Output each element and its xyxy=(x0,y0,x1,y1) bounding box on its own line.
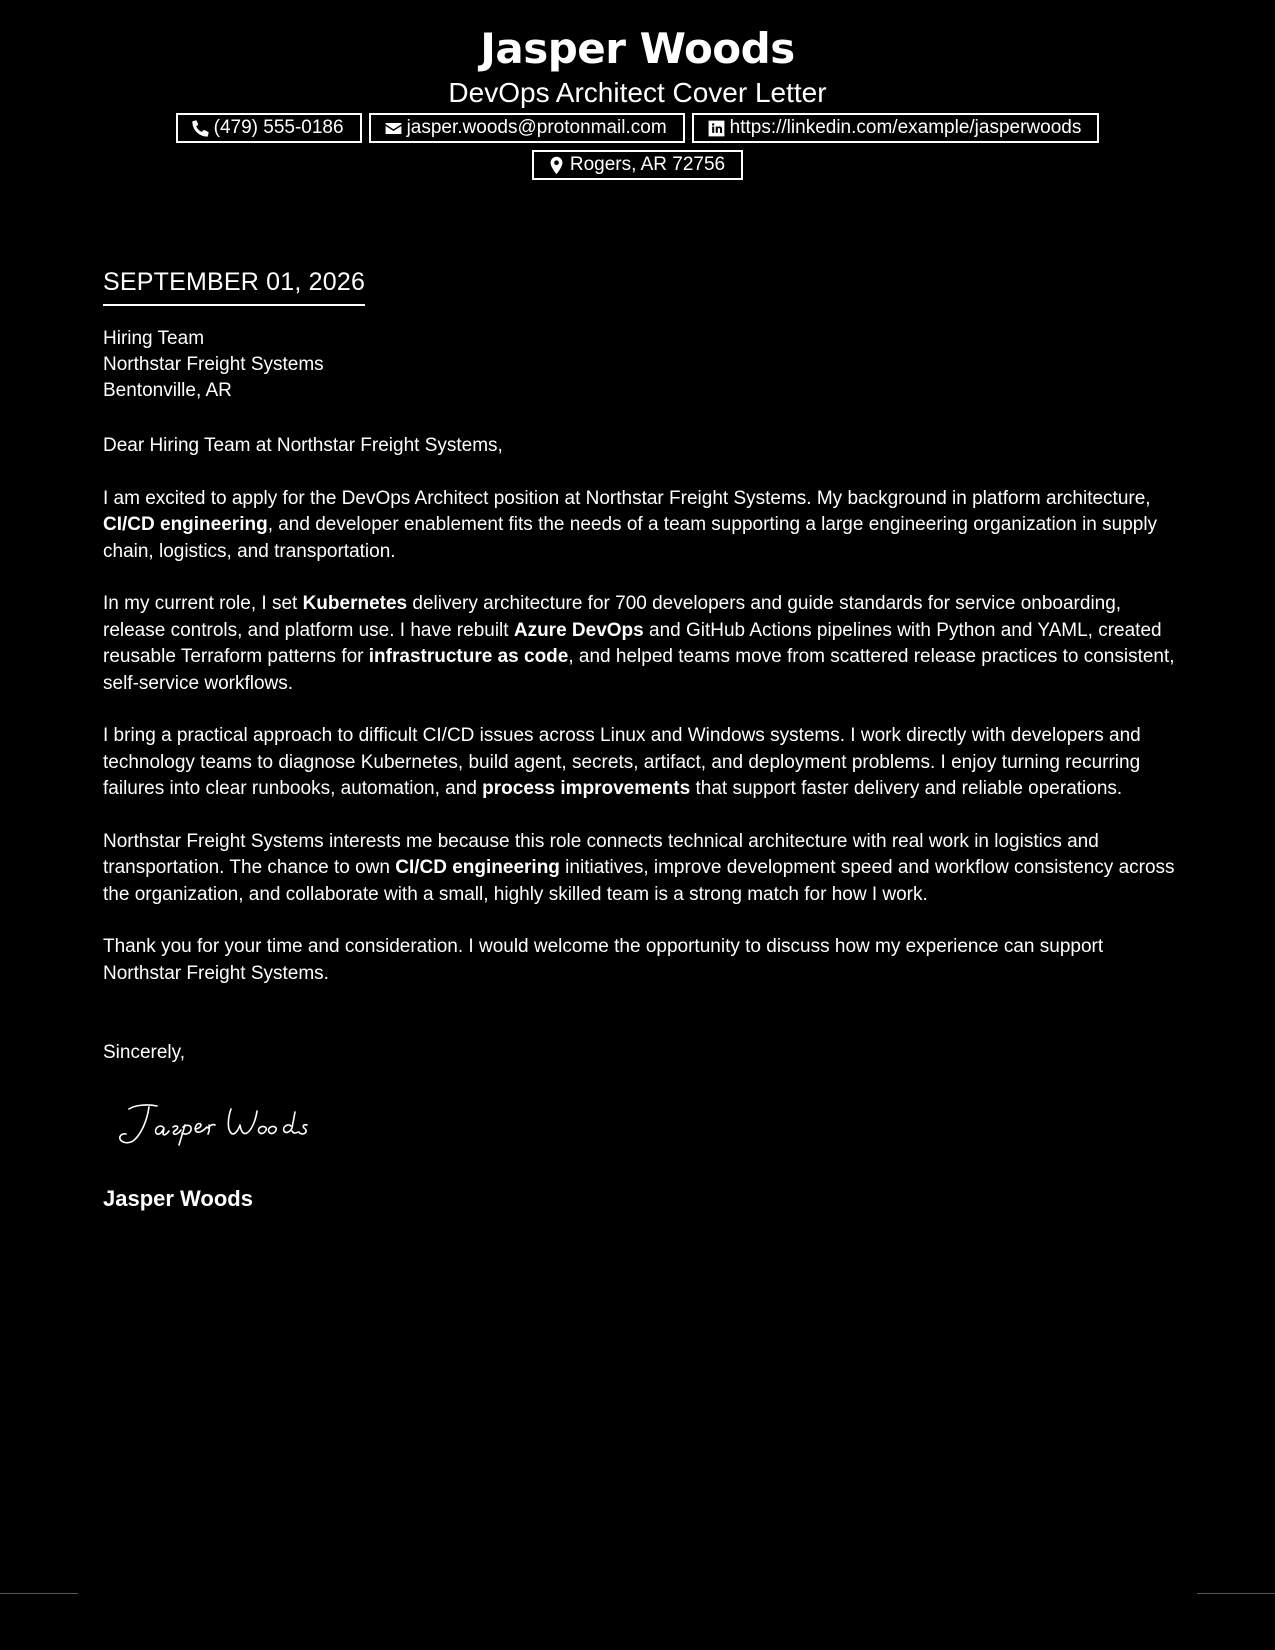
recipient-block xyxy=(103,326,324,404)
signer-name: Jasper Woods xyxy=(103,1186,253,1211)
closing: Sincerely, xyxy=(103,1042,186,1063)
linkedin-chip[interactable] xyxy=(692,113,1100,143)
highlight: infrastructure as code xyxy=(368,646,569,667)
location-text: Rogers, AR 72756 xyxy=(569,154,726,175)
highlight: CI/CD engineering xyxy=(395,857,560,878)
highlight: Azure DevOps xyxy=(513,619,644,641)
email-chip[interactable] xyxy=(369,113,685,143)
paragraph-interest: Northstar Freight Systems interests me because this role connects technical architecture with real work in logistics and transportation. The chance to own CI/CD engineering initiatives, improve development speed and workflow consistency across the organization, and collaborate with a small, highly skilled team is a strong match for how I work. xyxy=(103,830,1175,905)
linkedin-icon xyxy=(707,119,726,138)
paragraph-intro: I am excited to apply for the DevOps Architect position at Northstar Freight Systems. My background in platform architecture, CI/CD engineering, and developer enablement fits the needs of a team supporting a large engineering organization in supply chain, logistics, and transportation. xyxy=(103,487,1158,562)
paragraph-thanks: Thank you for your time and consideration. I would welcome the opportunity to discuss how my experience can support Northstar Freight Systems. xyxy=(103,936,1104,984)
letter-header xyxy=(0,22,1275,110)
document-subtitle: DevOps Architect Cover Letter xyxy=(448,77,827,108)
phone-icon xyxy=(191,119,210,138)
location-chip xyxy=(532,150,743,180)
phone-text: (479) 555-0186 xyxy=(213,117,344,138)
letter-body xyxy=(103,433,1178,1013)
envelope-icon xyxy=(384,119,403,138)
email-text: jasper.woods@protonmail.com xyxy=(406,117,667,138)
applicant-name: Jasper Woods xyxy=(480,24,795,73)
recipient-line: Hiring Team xyxy=(103,328,205,349)
paragraph-approach: I bring a practical approach to difficult CI/CD issues across Linux and Windows systems. I work directly with developers and technology teams to diagnose Kubernetes, build agent, secrets, artifact, and deployment problems. I enjoy turning recurring failures into clear runbooks, automation, and process improvements that support faster delivery and reliable operations. xyxy=(103,725,1141,799)
footer-divider-right xyxy=(1197,1593,1275,1594)
contact-info xyxy=(0,113,1275,180)
map-marker-icon xyxy=(547,156,566,175)
recipient-company: Northstar Freight Systems xyxy=(103,354,324,375)
salutation: Dear Hiring Team at Northstar Freight Systems, xyxy=(103,435,503,456)
phone-chip[interactable] xyxy=(176,113,362,143)
highlight: CI/CD engineering xyxy=(103,514,268,535)
highlight: Kubernetes xyxy=(302,593,408,614)
recipient-location: Bentonville, AR xyxy=(103,380,232,401)
footer-divider-left xyxy=(0,1593,78,1594)
handwritten-signature xyxy=(115,1097,355,1149)
paragraph-current-role: In my current role, I set Kubernetes delivery architecture for 700 developers and guide standards for service onboarding, release controls, and platform use. I have rebuilt Azure DevOps and GitHub Actions pipelines with Python and YAML, created reusable Terraform patterns for infrastructure as code, and helped teams move from scattered release practices to consistent, self-service workflows. xyxy=(103,593,1175,694)
letter-date: SEPTEMBER 01, 2026 xyxy=(103,266,365,306)
linkedin-text: https://linkedin.com/example/jasperwoods xyxy=(729,117,1082,138)
highlight: process improvements xyxy=(482,778,691,799)
